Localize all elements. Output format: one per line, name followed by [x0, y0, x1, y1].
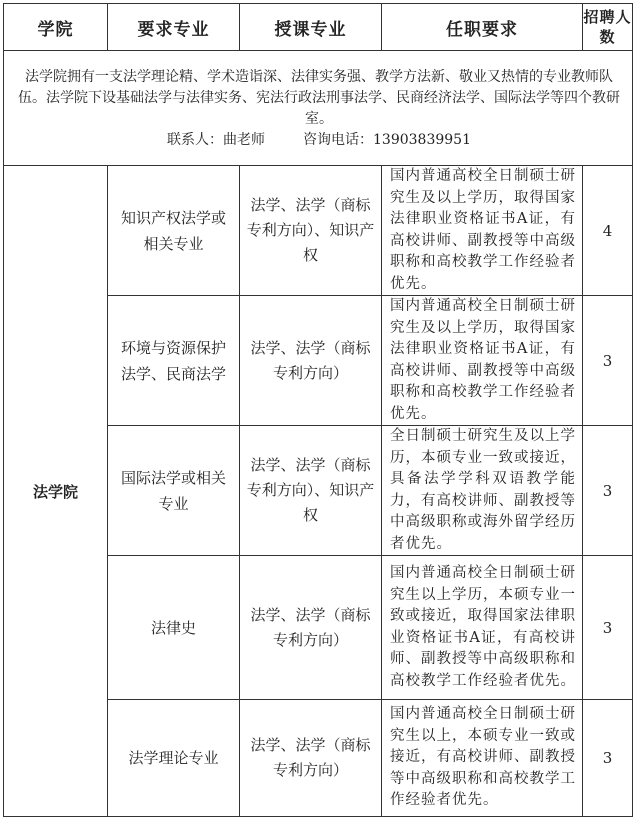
- headcount: 3: [583, 556, 633, 700]
- intro-row: [4, 51, 633, 166]
- teaching-major: 法学、法学（商标专利方向）: [240, 556, 382, 700]
- headcount: 3: [583, 426, 633, 556]
- college-intro: [4, 51, 633, 166]
- required-major: 环境与资源保护法学、民商法学: [108, 296, 240, 426]
- job-requirements: 国内普通高校全日制硕士研究生及以上学历，取得国家法律职业资格证书A证，有高校讲师、副教授等中高级职称和高校教学工作经验者优先。: [382, 296, 583, 426]
- contact-person: 联系人：曲老师: [167, 132, 265, 148]
- recruitment-table: [3, 3, 633, 817]
- table-header-row: [4, 4, 633, 51]
- required-major: 知识产权法学或相关专业: [108, 166, 240, 296]
- college-name: 法学院: [4, 166, 108, 817]
- teaching-major: 法学、法学（商标专利方向）: [240, 296, 382, 426]
- header-requirements: 任职要求: [382, 4, 583, 51]
- teaching-major: 法学、法学（商标专利方向）、知识产权: [240, 426, 382, 556]
- headcount: 3: [583, 700, 633, 817]
- intro-text: 法学院拥有一支法学理论精、学术造诣深、法律实务强、教学方法新、敬业又热情的专业教师队伍。法学院下设基础法学与法律实务、宪法行政法刑事法学、民商经济法学、国际法学等四个教研室。: [18, 69, 620, 127]
- headcount: 4: [583, 166, 633, 296]
- job-requirements: 全日制硕士研究生及以上学历，本硕专业一致或接近，具备法学学科双语教学能力，有高校讲师、副教授等中高级职称或海外留学经历者优先。: [382, 426, 583, 556]
- job-requirements: 国内普通高校全日制硕士研究生以上学历，本硕专业一致或接近，取得国家法律职业资格证书A证，有高校讲师、副教授等中高级职称和高校教学工作经验者优先。: [382, 556, 583, 700]
- job-requirements: 国内普通高校全日制硕士研究生以上，本硕专业一致或接近，有高校讲师、副教授等中高级职称和高校教学工作经验者优先。: [382, 700, 583, 817]
- table-row: [4, 166, 633, 296]
- header-required-major: 要求专业: [108, 4, 240, 51]
- teaching-major: 法学、法学（商标专利方向）、知识产权: [240, 166, 382, 296]
- job-requirements: 国内普通高校全日制硕士研究生及以上学历，取得国家法律职业资格证书A证，有高校讲师、副教授等中高级职称和高校教学工作经验者优先。: [382, 166, 583, 296]
- required-major: 法律史: [108, 556, 240, 700]
- contact-phone: 咨询电话：13903839951: [303, 132, 471, 148]
- contact-line: [16, 130, 622, 151]
- header-teaching-major: 授课专业: [240, 4, 382, 51]
- required-major: 法学理论专业: [108, 700, 240, 817]
- header-count: 招聘人数: [583, 4, 633, 51]
- required-major: 国际法学或相关专业: [108, 426, 240, 556]
- header-college: 学院: [4, 4, 108, 51]
- teaching-major: 法学、法学（商标专利方向）: [240, 700, 382, 817]
- headcount: 3: [583, 296, 633, 426]
